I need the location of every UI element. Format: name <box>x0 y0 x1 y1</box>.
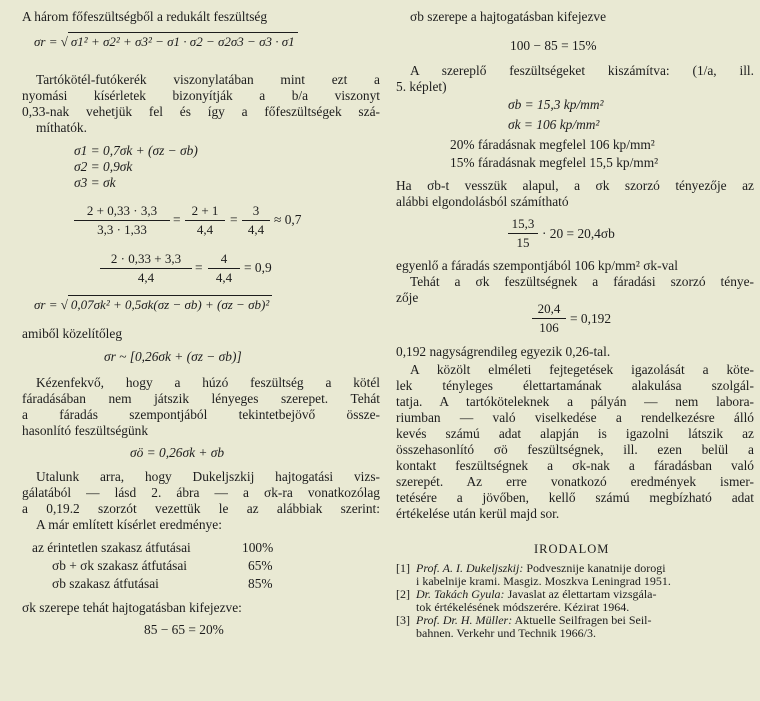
para-2-line-3: a fáradás szempontjából tekintetbejövő össze- <box>22 407 380 422</box>
equation-sigma3: σ3 = σk <box>74 175 116 190</box>
r-para-5-line-8: szerepét. Az erre vonatkozó eredmények ismer- <box>396 474 754 489</box>
result-row-1-label: az érintetlen szakasz átfutásai <box>32 540 191 555</box>
para-3-line-4: A már említett kísérlet eredménye: <box>36 517 222 532</box>
approx-intro: amiből közelítőleg <box>22 326 123 341</box>
fraction-1-eq: = <box>173 212 181 227</box>
fraction-1a: $\frac{2 + 0,33 \cdot 3,3}{3,3 \cdot 1,33}$ <box>74 203 170 238</box>
equation-reduced-stress-2: σr = √ 0,07σk² + 0,5σk(σz − σb) + (σz − σb)² <box>34 297 272 313</box>
result-row-3-value: 85% <box>248 576 273 591</box>
para-4: σk szerepe tehát hajtogatásban kifejezve: <box>22 600 242 615</box>
fraction-2b: $\frac{4}{4,4}$ <box>208 251 240 286</box>
r-para-5-line-9: tetésére a jövőben, kellő számú megbízható adat <box>396 490 754 505</box>
fraction-2a: $\frac{2 \cdot 0,33 + 3,3}{4,4}$ <box>100 251 192 286</box>
equation-reduced-stress: σr = √ σ1² + σ2² + σ3² − σ1 · σ2 − σ2σ3 − σ3 · σ1 <box>34 34 298 50</box>
reference-2: [2] Dr. Takách Gyula: Javaslat az élettartam vizsgála- tok értékelésének módszerére. Kézirat 1964. <box>396 587 657 614</box>
para-3-line-1: Utalunk arra, hogy Dukeljszkij hajtogatási vizs- <box>36 469 380 484</box>
equation-100-85: 100 − 85 = 15% <box>510 38 597 53</box>
fraction-4-result: = 0,192 <box>570 311 612 326</box>
equation-sigma-k: σk = 106 kp/mm² <box>508 117 600 132</box>
r-para-2-line-2: alábbi elgondolásból számítható <box>396 194 569 209</box>
r-para-5-line-3: tatja. A tartóköteleknek a pályán — nem labora- <box>396 394 754 409</box>
reference-1: [1] Prof. A. I. Dukeljszkij: Podvesznije kanatnije dorogi i kabelnije krami. Masgiz. Moszkva Leningrad 1951. <box>396 561 671 588</box>
r-intro: σb szerepe a hajtogatásban kifejezve <box>410 9 607 24</box>
r-para-5-line-5: kevés számú adat alapján is igazolni látszik az <box>396 426 754 441</box>
para-1-line-4: míthatók. <box>36 120 87 135</box>
para-1-line-2: nyomási kísérletek bizonyítják a b/a viszonyt <box>22 88 380 103</box>
fraction-3: $\frac{15,3}{15}$ <box>508 216 538 251</box>
fraction-1-eq2: = <box>230 212 238 227</box>
para-1-line-1: Tartókötél-futókerék viszonylatában mint ezt a <box>36 72 380 87</box>
result-row-2-label: σb + σk szakasz átfutásai <box>52 558 188 573</box>
equation-sigma1: σ1 = 0,7σk + (σz − σb) <box>74 143 198 158</box>
fraction-1c: $\frac{3}{4,4}$ <box>242 203 270 238</box>
fraction-1-result: ≈ 0,7 <box>274 212 302 227</box>
para-2-line-2: fáradásában nem játszik lényeges szerepet. Tehát <box>22 391 380 406</box>
equation-sigma-b: σb = 15,3 kp/mm² <box>508 97 604 112</box>
equation-approx: σr ~ [0,26σk + (σz − σb)] <box>104 349 242 364</box>
r-para-3-line-2: Tehát a σk feszültségnek a fáradási szorzó ténye- <box>410 274 754 289</box>
equation-comparison-stress: σö = 0,26σk + σb <box>130 445 225 460</box>
r-para-3-line-1: egyenlő a fáradás szempontjából 106 kp/mm² σk-val <box>396 258 678 273</box>
result-row-1-value: 100% <box>242 540 274 555</box>
r-para-5-line-1: A közölt elméleti fejtegetések igazolását a köte- <box>410 362 754 377</box>
result-row-3-label: σb szakasz átfutásai <box>52 576 159 591</box>
r-para-5-line-10: értékelése után kerül majd sor. <box>396 506 560 521</box>
r-para-2-line-1: Ha σb-t vesszük alapul, a σk szorzó tényezője az <box>396 178 754 193</box>
reference-3: [3] Prof. Dr. H. Müller: Aktuelle Seilfragen bei Seil- bahnen. Verkehr und Technik 1966/3. <box>396 613 652 640</box>
r-para-3-line-3: zője <box>396 290 419 305</box>
result-row-2-value: 65% <box>248 558 273 573</box>
para-2-line-4: hasonlító feszültségünk <box>22 423 149 438</box>
r-para-1-line-1: A szereplő feszültségeket kiszámítva: (1/a, ill. <box>410 63 754 78</box>
para-3-line-2: gálatából — lásd 2. ábra — a σk-ra vonatkozólag <box>22 485 380 500</box>
para-2-line-1: Kézenfekvő, hogy a húzó feszültség a kötél <box>36 375 380 390</box>
r-para-5-line-7: kontakt feszültségnek a σk-nak a fáradásban való <box>396 458 754 473</box>
r-para-5-line-6: összehasonlító σö feszültségnek, ill. ezen belül a <box>396 442 754 457</box>
intro-line: A három főfeszültségből a redukált feszültség <box>22 9 268 24</box>
para-3-line-3: a 0,19.2 szorzót vezettük le az alábbiak szerint: <box>22 501 380 516</box>
fraction-3-result: · 20 = 20,4σb <box>542 226 615 241</box>
fatigue-line-2: 15% fáradásnak megfelel 15,5 kp/mm² <box>450 155 659 170</box>
fatigue-line-1: 20% fáradásnak megfelel 106 kp/mm² <box>450 137 655 152</box>
fraction-1b: $\frac{2 + 1}{4,4}$ <box>185 203 225 238</box>
r-para-5-line-2: lek tényleges élettartamának alakulása szolgál- <box>396 378 754 393</box>
fraction-2-eq: = <box>195 260 203 275</box>
r-para-5-line-4: riumban — való viselkedése a rendelkezésre álló <box>396 410 754 425</box>
references-heading: IRODALOM <box>534 542 610 556</box>
equation-sigma2: σ2 = 0,9σk <box>74 159 133 174</box>
fraction-4: $\frac{20,4}{106}$ <box>532 301 566 336</box>
fraction-2-result: = 0,9 <box>244 260 272 275</box>
para-1-line-3: 0,33-nak vehetjük fel és így a főfeszültségek szá- <box>22 104 380 119</box>
r-para-4: 0,192 nagyságrendileg egyezik 0,26-tal. <box>396 344 611 359</box>
equation-85-65: 85 − 65 = 20% <box>144 622 224 637</box>
r-para-1-line-2: 5. képlet) <box>396 79 447 94</box>
